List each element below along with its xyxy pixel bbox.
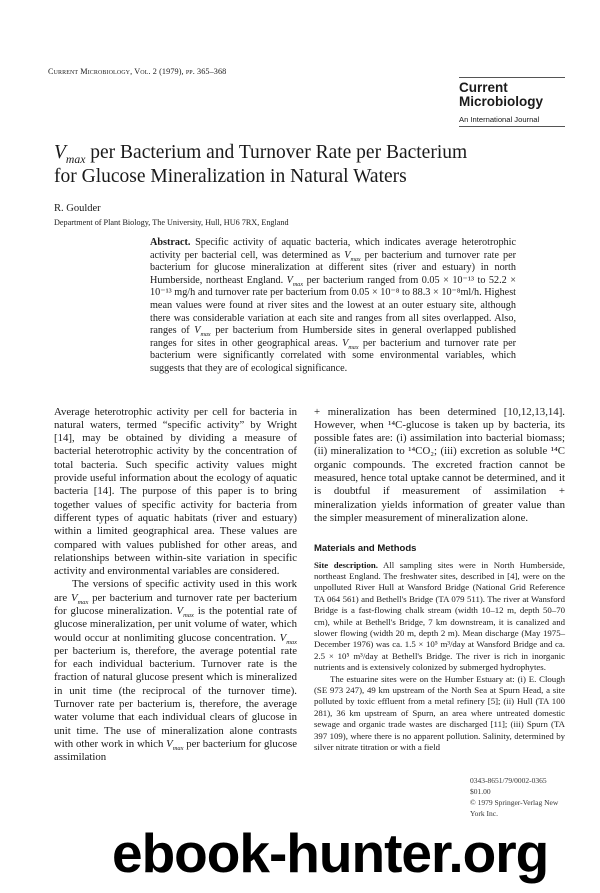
header-row [48,62,565,127]
body-columns [54,406,565,765]
methods-paragraph-1 [314,560,565,674]
site-description-label: Site description. [314,559,378,570]
abstract-label: Abstract. [150,237,191,248]
copyright: © 1979 Springer-Verlag New York Inc. [470,797,559,818]
abstract [150,237,516,376]
abstract-text: Specific activity of aquatic bacteria, which indicates average heterotrophic activity per bacterial cell, was determined as $V_{max}$ per bacterium and turnover rate per bacterium for glucose mineralization at different sites (river and estuary) in north Humberside, northeast England. $V_{max}$ per bacterium ranged from 0.05 × 10⁻¹³ to 52.2 × 10⁻¹³ mg/h and turnover rate per bacterium from 0.05 × 10⁻⁸ to 88.3 × 10⁻⁸ml/h. Highest mean values were found at river sites and the lowest at an outer estuary site, although there was considerable variation at each site and ranges from all sites overlapped. Also, ranges of $V_{max}$ per bacterium from Humberside sites in general overlapped published ranges for sites in other geographical areas. $V_{max}$ per bacterium and turnover rate per bacterium were significantly correlated with some environmental variables, which suggests that they are of ecological significance. [150,237,517,374]
methods-paragraph-2: The estuarine sites were on the Humber Estuary at: (i) E. Clough (SE 973 247), 49 km upstream of the North Sea at Spurn Head, a site polluted by toxic effluent from a metal refinery [5]; (ii) Hull (TA 100 281), 36 km upstream of Spurn, an area where untreated domestic sewage and organic trade wastes are discharged [11]; (iii) Spurn (TA 397 109), where there is no apparent pollution. Salinity, determined by silver nitrate titration or with a field [314,673,565,752]
left-column [54,406,297,765]
watermark: ebook-hunter.org [112,821,549,884]
intro-paragraph-1: Average heterotrophic activity per cell for bacteria in natural waters, termed “specific activity” by Wright [14], may be obtained by dividing a measure of bacterial heterotrophic activity by the concentration of total bacteria. Such specific activity values might provide useful information about the ecology of aquatic bacteria [14]. The purpose of this paper is to bring together values of specific activity for bacteria from different types of aquatic habitats (river and estuary) within a limited geographical area. These values are compared with values published for other areas, and relationships between within-site variation in specific activity and environmental variables are considered. [54,405,297,578]
footer [470,775,565,819]
logo-subtitle: An International Journal [459,115,540,124]
journal-logo [459,77,565,127]
methods-text-1: All sampling sites were in North Humberside, northeast England. The freshwater sites, described in [4], were on the unpolluted River Hull at Wansford Bridge (National Grid Reference TA 064 561) and Bethell's Bridge (TA 079 511). The river at Wansford Bridge is a fast-flowing chalk stream (width 10–12 m, depth 50–70 cm), while at Bethell's Bridge, 7 km downstream, it is canalized and slower flowing (width 20 m, depth 2 m). Mean discharge (May 1975–December 1976) was ca. 1.5 × 10⁵ m³/day at Wansford Bridge and ca. 2.5 × 10⁵ m³/day at Bethell's Bridge. The river is rich in inorganic nutrients and is extensively colonized by submerged hydrophytes. [314,559,565,673]
affiliation: Department of Plant Biology, The University, Hull, HU6 7RX, England [54,218,289,227]
section-heading-methods: Materials and Methods [314,543,417,555]
article-title: $V_{max}$ per Bacterium and Turnover Rate per Bacterium for Glucose Mineralization in Natural Waters [54,142,468,187]
author: R. Goulder [54,203,101,214]
journal-citation: Current Microbiology, Vol. 2 (1979), pp. 365–368 [48,67,227,76]
intro-paragraph-3: + mineralization has been determined [10,12,13,14]. However, when ¹⁴C-glucose is taken up by bacteria, its possible fates are: (i) assimilation into bacterial biomass; (ii) mineralization to ¹⁴CO₂; (iii) excretion as soluble ¹⁴C organic compounds. The excreted fraction cannot be measured, hence total uptake cannot be determined, and it is doubtful if measurement of assimilation + mineralization yields information of greater value than the simpler measurement of mineralization alone. [314,405,565,524]
intro-paragraph-2: The versions of specific activity used in this work are $V_{max}$ per bacterium and turnover rate per bacterium for glucose mineralization. $V_{max}$ is the potential rate of glucose mineralization, per unit volume of water, which would occur at nonlimiting glucose concentration. $V_{max}$ per bacterium is, therefore, the average potential rate for each individual bacterium. Turnover rate is the fraction of natural glucose present which is mineralized in unit time (the reciprocal of the turnover time). Turnover rate per bacterium is, therefore, the average water volume that each individual clears of glucose in unit time. The use of mineralization alone contrasts with other work in which $V_{max}$ per bacterium for glucose assimilation [54,578,297,764]
logo-line-2: Microbiology [459,94,543,109]
right-column [314,406,565,765]
issn: 0343-8651/79/0002-0365 $01.00 [470,775,547,796]
logo-line-1: Current [459,80,508,95]
